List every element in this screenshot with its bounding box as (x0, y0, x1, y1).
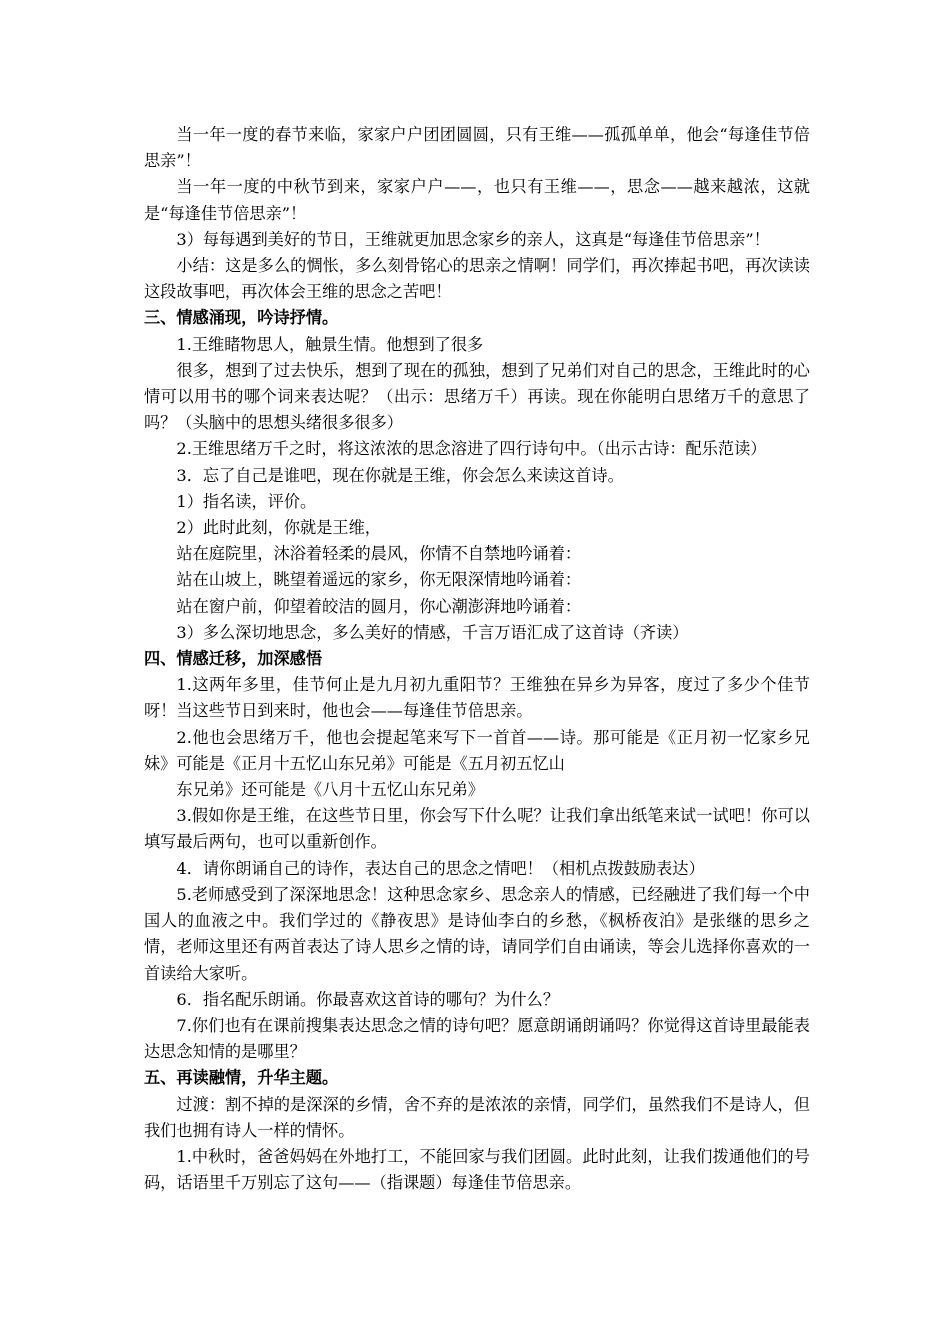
section-heading: 四、情感迁移，加深感悟 (144, 649, 323, 669)
paragraph: 7.你们也有在课前搜集表达思念之情的诗句吧？愿意朗诵朗诵吗？你觉得这首诗里最能表达思念知情的是哪里？ (144, 1015, 810, 1062)
paragraph: 6．指名配乐朗诵。你最喜欢这首诗的哪句？为什么？ (176, 989, 560, 1009)
paragraph: 站在山坡上，眺望着遥远的家乡，你无限深情地吟诵着： (176, 570, 582, 590)
paragraph: 2）此时此刻，你就是王维， (176, 518, 381, 538)
paragraph: 4．请你朗诵自己的诗作，表达自己的思念之情吧！（相机点拨鼓励表达） (176, 858, 705, 878)
paragraph: 站在庭院里，沐浴着轻柔的晨风，你情不自禁地吟诵着： (176, 544, 582, 564)
paragraph: 过渡：割不掉的是深深的乡情，舍不弃的是浓浓的亲情，同学们，虽然我们不是诗人，但我们也拥有诗人一样的情怀。 (144, 1094, 810, 1140)
paragraph: 很多，想到了过去快乐，想到了现在的孤独，想到了兄弟们对自己的思念，王维此时的心情可以用书的哪个词来表达呢？（出示：思绪万千）再读。现在你能明白思绪万千的意思了吗？（头脑中的思想头绪很多很多） (144, 360, 810, 433)
paragraph: 1.这两年多里，佳节何止是九月初九重阳节？王维独在异乡为异客，度过了多少个佳节呀！当这些节日到来时，他也会——每逢佳节倍思亲。 (144, 675, 810, 721)
document-page (144, 122, 810, 1196)
paragraph: 东兄弟》还可能是《八月十五忆山东兄弟》 (176, 780, 484, 800)
section-heading: 五、再读融情，升华主题。 (144, 1068, 339, 1088)
paragraph: 3）每每遇到美好的节日，王维就更加思念家乡的亲人，这真是“每逢佳节倍思亲”！ (176, 229, 770, 249)
paragraph: 2.王维思绪万千之时，将这浓浓的思念溶进了四行诗句中。（出示古诗：配乐范读） (176, 439, 767, 459)
paragraph: 当一年一度的中秋节到来，家家户户——，也只有王维——，思念——越来越浓，这就是“每逢佳节倍思亲”！ (144, 177, 810, 223)
paragraph: 1）指名读，评价。 (176, 491, 317, 511)
paragraph: 当一年一度的春节来临，家家户户团团圆圆，只有王维——孤孤单单，他会“每逢佳节倍思亲”！ (144, 125, 810, 171)
section-heading: 三、情感涌现，吟诗抒情。 (144, 308, 339, 328)
paragraph: 小结：这是多么的惆怅，多么刻骨铭心的思亲之情啊！同学们，再次捧起书吧，再次读读这段故事吧，再次体会王维的思念之苦吧！ (144, 256, 810, 302)
paragraph: 3）多么深切地思念，多么美好的情感，千言万语汇成了这首诗（齐读） (176, 622, 689, 642)
paragraph: 1.王维睹物思人，触景生情。他想到了很多 (176, 334, 484, 354)
paragraph: 3．忘了自己是谁吧，现在你就是王维，你会怎么来读这首诗。 (176, 465, 624, 485)
paragraph: 站在窗户前，仰望着皎洁的圆月，你心潮澎湃地吟诵着： (176, 596, 582, 616)
paragraph: 3.假如你是王维，在这些节日里，你会写下什么呢？让我们拿出纸笔来试一试吧！你可以填写最后两句，也可以重新创作。 (144, 806, 810, 852)
paragraph: 1.中秋时，爸爸妈妈在外地打工，不能回家与我们团圆。此时此刻，让我们拨通他们的号码，话语里千万别忘了这句——（指课题）每逢佳节倍思亲。 (144, 1146, 810, 1193)
paragraph: 5.老师感受到了深深地思念！这种思念家乡、思念亲人的情感，已经融进了我们每一个中国人的血液之中。我们学过的《静夜思》是诗仙李白的乡愁，《枫桥夜泊》是张继的思乡之情，老师这里还有两首表达了诗人思乡之情的诗，请同学们自由诵读，等会儿选择你喜欢的一首读给大家听。 (144, 884, 810, 983)
paragraph: 2.他也会思绪万千，他也会提起笔来写下一首首——诗。那可能是《正月初一忆家乡兄妹》可能是《正月十五忆山东兄弟》可能是《五月初五忆山 (144, 727, 810, 773)
